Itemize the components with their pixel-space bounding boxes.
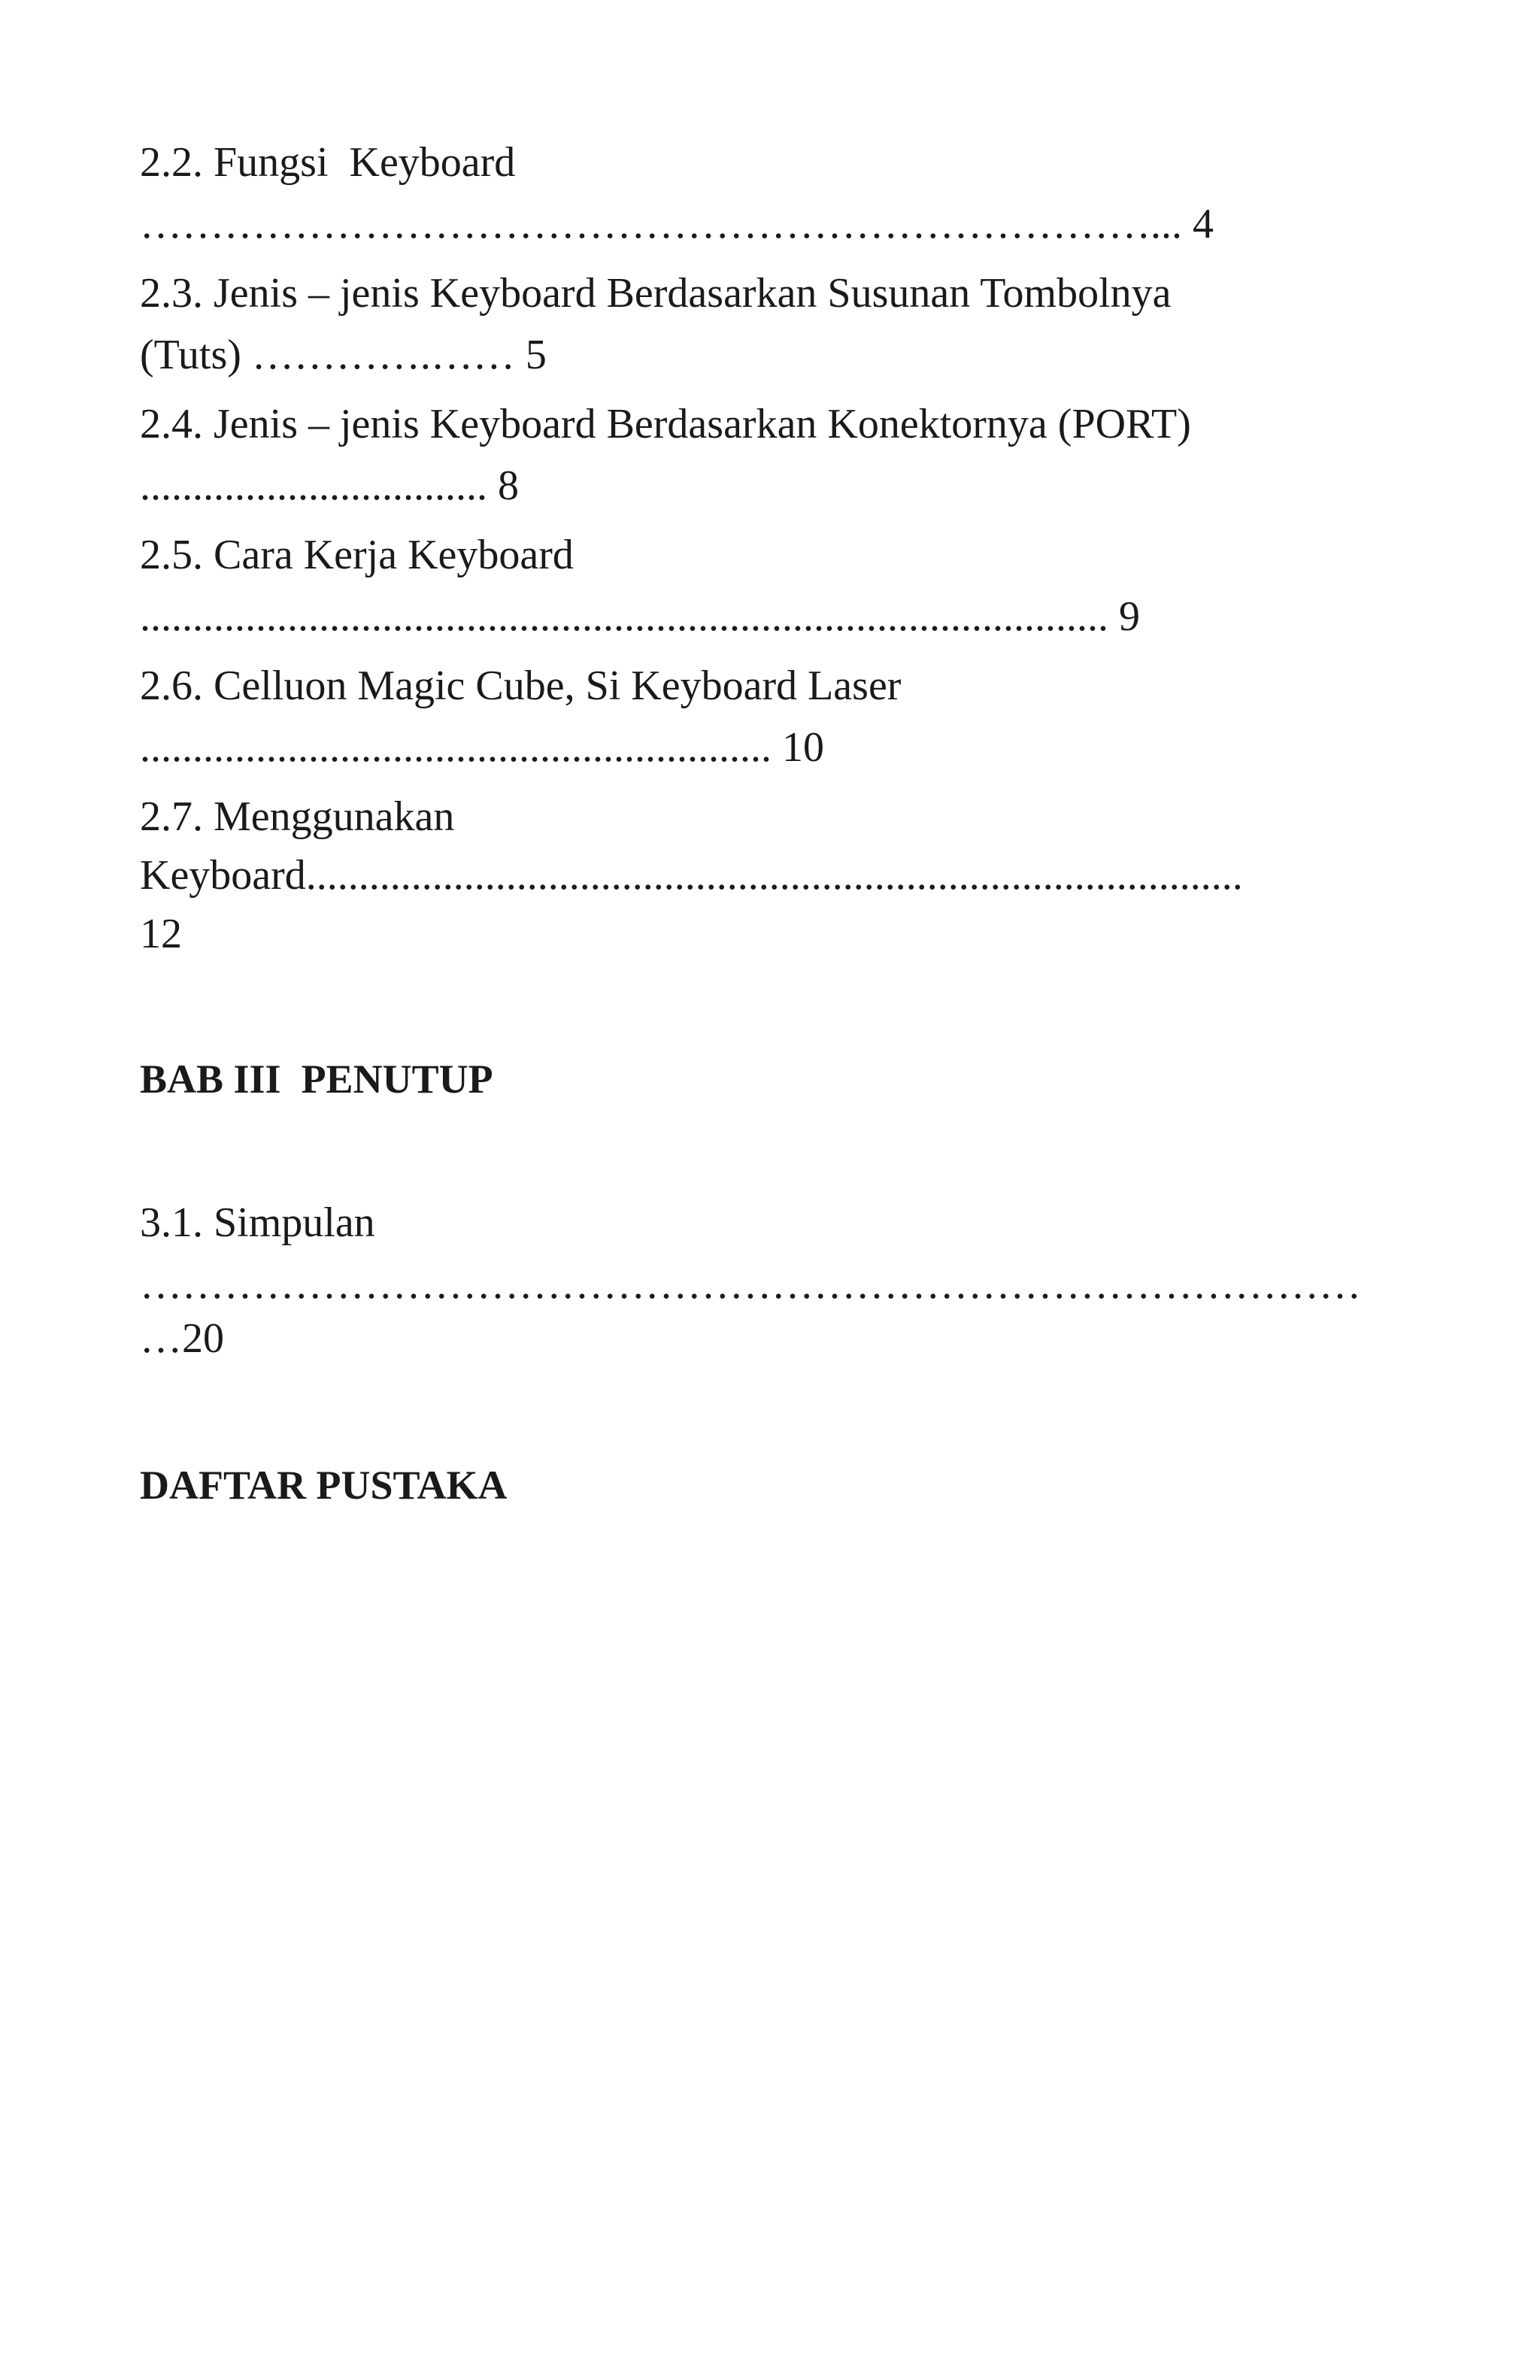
toc-entry-2-2-leader: ………………………………………………………………... 4 — [140, 201, 1214, 247]
toc-entry-2-7-leader: Keyboard......................................................................................... — [140, 852, 1243, 899]
toc-entry-2-4-leader: ................................. 8 — [140, 462, 519, 509]
toc-entry-3-1-page: …20 — [140, 1315, 224, 1362]
heading-daftar-pustaka: DAFTAR PUSTAKA — [140, 1463, 508, 1508]
chapter-heading-bab-3: BAB III PENUTUP — [140, 1057, 493, 1102]
toc-entry-2-4-title: 2.4. Jenis – jenis Keyboard Berdasarkan Konektornya (PORT) — [140, 401, 1191, 447]
toc-entry-2-7-page: 12 — [140, 911, 182, 957]
toc-entry-2-5-title: 2.5. Cara Kerja Keyboard — [140, 532, 574, 578]
toc-entry-2-3-title: 2.3. Jenis – jenis Keyboard Berdasarkan Susunan Tombolnya — [140, 270, 1172, 317]
toc-entry-2-7-title: 2.7. Menggunakan — [140, 793, 455, 840]
toc-entry-3-1-leader: …………………………………………………………………………… — [140, 1261, 1361, 1308]
toc-entry-2-3-leader: (Tuts) ………….…… 5 — [140, 332, 547, 378]
toc-entry-2-6-title: 2.6. Celluon Magic Cube, Si Keyboard Laser — [140, 662, 902, 709]
toc-entry-2-2-title: 2.2. Fungsi Keyboard — [140, 139, 516, 186]
toc-entry-2-6-leader: ............................................................ 10 — [140, 724, 824, 771]
toc-entry-2-5-leader: ............................................................................................ 9 — [140, 593, 1140, 640]
toc-entry-3-1-title: 3.1. Simpulan — [140, 1199, 375, 1246]
